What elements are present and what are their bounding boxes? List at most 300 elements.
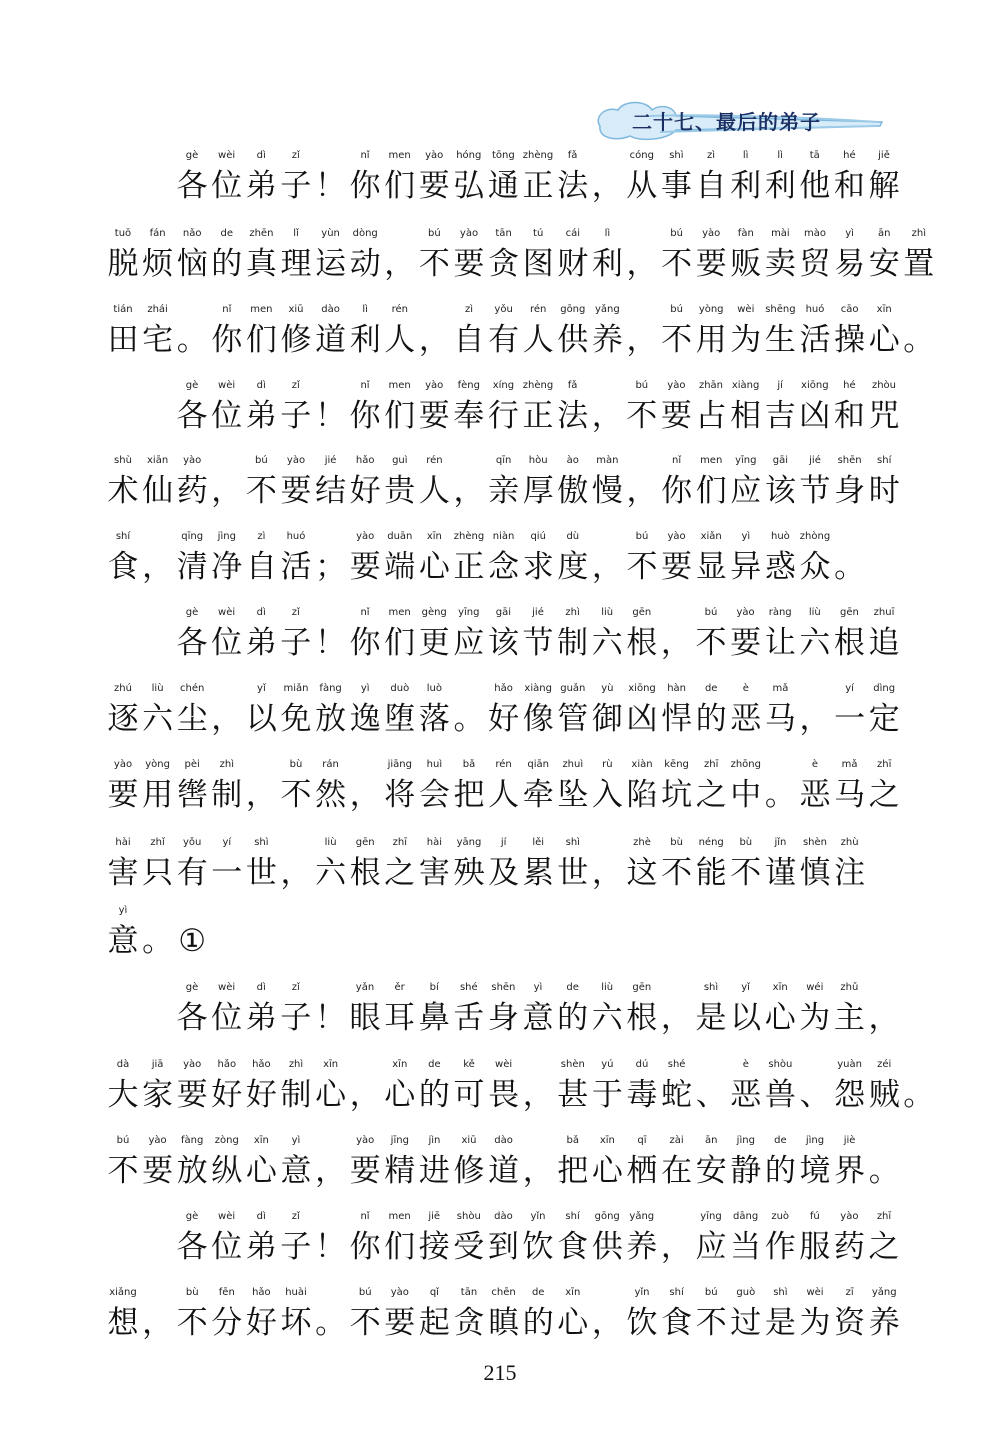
hanzi-char: 。 bbox=[834, 549, 866, 585]
pinyin-annotation: chén bbox=[180, 683, 205, 694]
hanzi-char: 尘 bbox=[176, 701, 208, 737]
hanzi-char: 不 bbox=[661, 855, 693, 891]
pinyin-annotation: hǎo bbox=[355, 455, 375, 466]
hanzi-char: ， bbox=[349, 777, 381, 813]
hanzi-char: 人 bbox=[418, 473, 450, 509]
hanzi-char: 管 bbox=[557, 701, 589, 737]
pinyin-annotation: zuò bbox=[771, 1211, 790, 1222]
pinyin-annotation: zì bbox=[464, 304, 474, 315]
pinyin-annotation: de bbox=[704, 683, 718, 694]
pinyin-annotation: xīn bbox=[565, 1287, 581, 1298]
hanzi-char: ， bbox=[591, 855, 623, 891]
hanzi-char: 各 bbox=[176, 1229, 208, 1265]
pinyin-annotation: yì bbox=[533, 982, 543, 993]
hanzi-char: 子 bbox=[280, 1000, 312, 1036]
pinyin-annotation: dà bbox=[116, 1059, 130, 1070]
hanzi-char: 不 bbox=[661, 246, 693, 282]
hanzi-char: ， bbox=[626, 246, 658, 282]
pinyin-annotation: mǎ bbox=[772, 683, 789, 694]
hanzi-char: 自 bbox=[695, 168, 727, 204]
pinyin-annotation: yāng bbox=[456, 837, 482, 848]
hanzi-char: 。 bbox=[453, 701, 485, 737]
hanzi-char: 。 bbox=[142, 923, 174, 959]
pinyin-annotation: zhī bbox=[877, 759, 892, 770]
pinyin-annotation: wèi bbox=[806, 1287, 824, 1298]
hanzi-char: ， bbox=[799, 701, 831, 737]
pinyin-annotation: jiāng bbox=[387, 759, 412, 770]
hanzi-char: 修 bbox=[280, 322, 312, 358]
pinyin-annotation: bǎ bbox=[462, 759, 476, 770]
pinyin-annotation: kě bbox=[463, 1059, 475, 1070]
hanzi-char: 用 bbox=[142, 777, 174, 813]
pinyin-annotation: dù bbox=[566, 531, 580, 542]
pinyin-annotation: bú bbox=[670, 228, 683, 239]
hanzi-char: 落 bbox=[418, 701, 450, 737]
hanzi-char: ， bbox=[660, 625, 692, 661]
hanzi-char: 子 bbox=[280, 1229, 312, 1265]
pinyin-annotation: wèi bbox=[495, 1059, 513, 1070]
text-line bbox=[0, 1211, 1000, 1287]
hanzi-char: 六 bbox=[315, 855, 347, 891]
hanzi-char: 为 bbox=[730, 322, 762, 358]
pinyin-annotation: yào bbox=[390, 1287, 409, 1298]
pinyin-annotation: dāng bbox=[733, 1211, 759, 1222]
pinyin-annotation: màn bbox=[596, 455, 619, 466]
pinyin-annotation: bù bbox=[185, 1287, 199, 1298]
hanzi-char: ， bbox=[142, 1305, 174, 1341]
hanzi-char: 要 bbox=[695, 246, 727, 282]
pinyin-annotation: yào bbox=[667, 531, 686, 542]
pinyin-annotation: lì bbox=[362, 304, 368, 315]
pinyin-annotation: yào bbox=[667, 380, 686, 391]
hanzi-char: 根 bbox=[626, 625, 658, 661]
hanzi-char: 是 bbox=[764, 1305, 796, 1341]
hanzi-char: 贼 bbox=[868, 1077, 900, 1113]
hanzi-char: 注 bbox=[834, 855, 866, 891]
pinyin-annotation: xiàn bbox=[631, 759, 653, 770]
hanzi-char: 子 bbox=[280, 168, 312, 204]
pinyin-row bbox=[0, 1211, 1000, 1227]
hanzi-char: 为 bbox=[799, 1000, 831, 1036]
hanzi-char: 不 bbox=[661, 322, 693, 358]
hanzi-char: 脱 bbox=[107, 246, 139, 282]
pinyin-annotation: chēn bbox=[491, 1287, 516, 1298]
pinyin-annotation: huó bbox=[286, 531, 306, 542]
pinyin-annotation: bú bbox=[428, 228, 441, 239]
pinyin-annotation: miǎn bbox=[283, 683, 309, 694]
hanzi-char: 当 bbox=[730, 1229, 762, 1265]
hanzi-char: 坏 bbox=[280, 1305, 312, 1341]
pinyin-annotation: wèi bbox=[218, 982, 236, 993]
hanzi-char: 畏 bbox=[488, 1077, 520, 1113]
pinyin-annotation: nǎo bbox=[182, 228, 202, 239]
pinyin-row bbox=[0, 905, 1000, 921]
hanzi-char: 们 bbox=[695, 473, 727, 509]
pinyin-row bbox=[0, 531, 1000, 547]
hanzi-char: 。 bbox=[315, 1305, 347, 1341]
hanzi-char: 你 bbox=[349, 1229, 381, 1265]
hanzi-char: 要 bbox=[384, 1305, 416, 1341]
pinyin-annotation: bú bbox=[255, 455, 268, 466]
hanzi-char: 逸 bbox=[349, 701, 381, 737]
pinyin-annotation: yǐ bbox=[741, 982, 750, 993]
pinyin-annotation: dào bbox=[494, 1135, 513, 1146]
pinyin-row bbox=[0, 1135, 1000, 1151]
pinyin-row bbox=[0, 759, 1000, 775]
text-line bbox=[0, 455, 1000, 531]
hanzi-char: 心 bbox=[591, 1153, 623, 1189]
hanzi-char: 人 bbox=[384, 322, 416, 358]
pinyin-annotation: gēn bbox=[355, 837, 375, 848]
hanzi-char: 好 bbox=[488, 701, 520, 737]
pinyin-annotation: bǎ bbox=[566, 1135, 580, 1146]
hanzi-char: 鼻 bbox=[418, 1000, 450, 1036]
pinyin-annotation: shé bbox=[459, 982, 478, 993]
pinyin-annotation: xīn bbox=[392, 1059, 408, 1070]
pinyin-annotation: yùn bbox=[321, 228, 340, 239]
pinyin-row bbox=[0, 304, 1000, 320]
hanzi-char: 该 bbox=[764, 473, 796, 509]
pinyin-annotation: gēn bbox=[839, 607, 859, 618]
hanzi-char: 各 bbox=[176, 398, 208, 434]
hanzi-char: 免 bbox=[280, 701, 312, 737]
hanzi-char: 在 bbox=[661, 1153, 693, 1189]
pinyin-annotation: nǐ bbox=[360, 607, 370, 618]
pinyin-annotation: fǎ bbox=[567, 380, 578, 391]
pinyin-row bbox=[0, 1059, 1000, 1075]
pinyin-annotation: zhān bbox=[698, 380, 724, 391]
hanzi-char: 厚 bbox=[522, 473, 554, 509]
hanzi-char: ； bbox=[315, 549, 347, 585]
pinyin-annotation: zǐ bbox=[291, 380, 300, 391]
pinyin-annotation: wèi bbox=[218, 380, 236, 391]
hanzi-row bbox=[0, 1151, 1000, 1191]
pinyin-annotation: fàn bbox=[737, 228, 754, 239]
hanzi-char: 要 bbox=[418, 168, 450, 204]
hanzi-char: 把 bbox=[453, 777, 485, 813]
pinyin-annotation: zhǔ bbox=[840, 982, 859, 993]
hanzi-char: 净 bbox=[211, 549, 243, 585]
hanzi-char: 害 bbox=[107, 855, 139, 891]
pinyin-annotation: yào bbox=[736, 607, 755, 618]
hanzi-row bbox=[0, 1227, 1000, 1267]
hanzi-char: ， bbox=[384, 246, 416, 282]
pinyin-annotation: shēng bbox=[765, 304, 796, 315]
pinyin-annotation: huài bbox=[285, 1287, 307, 1298]
hanzi-char: 的 bbox=[764, 1153, 796, 1189]
pinyin-annotation: zhèng bbox=[453, 531, 485, 542]
hanzi-char: 心 bbox=[384, 1077, 416, 1113]
hanzi-char: 害 bbox=[418, 855, 450, 891]
hanzi-char: 牵 bbox=[522, 777, 554, 813]
hanzi-char: 应 bbox=[453, 625, 485, 661]
hanzi-row bbox=[0, 471, 1000, 511]
hanzi-char: 谨 bbox=[764, 855, 796, 891]
pinyin-annotation: bí bbox=[429, 982, 439, 993]
hanzi-char: 供 bbox=[557, 322, 589, 358]
pinyin-annotation: yào bbox=[356, 1135, 375, 1146]
pinyin-annotation: tú bbox=[533, 228, 544, 239]
pinyin-annotation: yú bbox=[601, 1059, 614, 1070]
pinyin-annotation: xīn bbox=[426, 531, 442, 542]
hanzi-char: 不 bbox=[349, 1305, 381, 1341]
hanzi-char: ， bbox=[315, 1153, 347, 1189]
hanzi-char: 养 bbox=[626, 1229, 658, 1265]
hanzi-char: 们 bbox=[384, 625, 416, 661]
hanzi-char: 作 bbox=[764, 1229, 796, 1265]
pinyin-annotation: xīn bbox=[599, 1135, 615, 1146]
hanzi-char: 和 bbox=[833, 168, 865, 204]
pinyin-annotation: liù bbox=[601, 982, 614, 993]
hanzi-char: 贸 bbox=[799, 246, 831, 282]
pinyin-annotation: de bbox=[531, 1287, 545, 1298]
pinyin-annotation: shí bbox=[669, 1287, 684, 1298]
pinyin-annotation: zhuì bbox=[562, 759, 584, 770]
hanzi-char: 贵 bbox=[384, 473, 416, 509]
pinyin-annotation: jí bbox=[777, 380, 783, 391]
hanzi-char: 卖 bbox=[764, 246, 796, 282]
hanzi-char: 利 bbox=[349, 322, 381, 358]
text-line bbox=[0, 1059, 1000, 1135]
pinyin-annotation: hài bbox=[115, 837, 131, 848]
pinyin-annotation: jiè bbox=[843, 1135, 856, 1146]
pinyin-annotation: lǐ bbox=[293, 228, 299, 239]
hanzi-char: 自 bbox=[245, 549, 277, 585]
pinyin-annotation: hòu bbox=[528, 455, 548, 466]
hanzi-char: ， bbox=[211, 473, 243, 509]
hanzi-char: 服 bbox=[799, 1229, 831, 1265]
pinyin-annotation: jīng bbox=[390, 1135, 409, 1146]
hanzi-char: 理 bbox=[280, 246, 312, 282]
hanzi-char: 逐 bbox=[107, 701, 139, 737]
hanzi-char: 辔 bbox=[176, 777, 208, 813]
hanzi-char: 药 bbox=[833, 1229, 865, 1265]
hanzi-char: 累 bbox=[522, 855, 554, 891]
hanzi-char: 家 bbox=[142, 1077, 174, 1113]
hanzi-char: 精 bbox=[384, 1153, 416, 1189]
hanzi-char: 们 bbox=[384, 1229, 416, 1265]
pinyin-row bbox=[0, 982, 1000, 998]
hanzi-char: 要 bbox=[107, 777, 139, 813]
hanzi-char: 端 bbox=[384, 549, 416, 585]
hanzi-char: 凶 bbox=[626, 701, 658, 737]
hanzi-char: 身 bbox=[834, 473, 866, 509]
hanzi-char: 贪 bbox=[488, 246, 520, 282]
hanzi-char: 入 bbox=[591, 777, 623, 813]
pinyin-annotation: dào bbox=[321, 304, 340, 315]
pinyin-annotation: hǎo bbox=[252, 1059, 271, 1070]
hanzi-char: 他 bbox=[799, 168, 831, 204]
hanzi-char: 起 bbox=[418, 1305, 450, 1341]
pinyin-annotation: hài bbox=[426, 837, 443, 848]
pinyin-annotation: zhù bbox=[840, 837, 859, 848]
pinyin-annotation: bú bbox=[670, 304, 683, 315]
hanzi-char: 恶 bbox=[799, 777, 831, 813]
pinyin-annotation: nǐ bbox=[222, 304, 232, 315]
hanzi-char: ， bbox=[626, 322, 658, 358]
hanzi-char: 不 bbox=[626, 549, 658, 585]
hanzi-char: 到 bbox=[487, 1229, 519, 1265]
pinyin-annotation: dòng bbox=[352, 228, 378, 239]
text-line bbox=[0, 982, 1000, 1058]
pinyin-annotation: tián bbox=[113, 304, 133, 315]
pinyin-annotation: zhuī bbox=[873, 607, 895, 618]
hanzi-row bbox=[0, 853, 1000, 893]
hanzi-char: ， bbox=[660, 1229, 692, 1265]
pinyin-annotation: xiǎng bbox=[109, 1287, 137, 1298]
hanzi-char: 安 bbox=[695, 1153, 727, 1189]
hanzi-char: 利 bbox=[764, 168, 796, 204]
pinyin-annotation: ào bbox=[566, 455, 579, 466]
hanzi-char: 位 bbox=[211, 1000, 243, 1036]
hanzi-char: 你 bbox=[349, 398, 381, 434]
pinyin-annotation: gè bbox=[185, 607, 199, 618]
pinyin-annotation: nǐ bbox=[360, 380, 370, 391]
text-line bbox=[0, 304, 1000, 380]
hanzi-char: 凶 bbox=[799, 398, 831, 434]
pinyin-annotation: yòng bbox=[145, 759, 170, 770]
hanzi-row bbox=[0, 921, 1000, 961]
hanzi-char: 仙 bbox=[142, 473, 174, 509]
pinyin-annotation: yǎn bbox=[355, 982, 375, 993]
hanzi-char: 以 bbox=[245, 701, 277, 737]
hanzi-char: 要 bbox=[176, 1077, 208, 1113]
hanzi-char: 。 bbox=[176, 322, 208, 358]
hanzi-char: 养 bbox=[591, 322, 623, 358]
pinyin-annotation: ān bbox=[877, 228, 891, 239]
hanzi-char: 动 bbox=[349, 246, 381, 282]
hanzi-char: 意 bbox=[280, 1153, 312, 1189]
pinyin-annotation: shēn bbox=[491, 982, 516, 993]
hanzi-char: 弟 bbox=[245, 1229, 277, 1265]
hanzi-char: 分 bbox=[211, 1305, 243, 1341]
pinyin-annotation: zhì bbox=[288, 1059, 304, 1070]
pinyin-annotation: fèng bbox=[457, 380, 480, 391]
pinyin-annotation: men bbox=[250, 304, 273, 315]
hanzi-char: 易 bbox=[834, 246, 866, 282]
hanzi-char: ， bbox=[591, 1305, 623, 1341]
pinyin-annotation: yì bbox=[360, 683, 370, 694]
hanzi-char: 堕 bbox=[384, 701, 416, 737]
pinyin-annotation: jìng bbox=[217, 531, 236, 542]
hanzi-char: 真 bbox=[245, 246, 277, 282]
pinyin-annotation: qī bbox=[637, 1135, 647, 1146]
pinyin-annotation: hé bbox=[843, 150, 856, 161]
pinyin-annotation: shèn bbox=[560, 1059, 585, 1070]
pinyin-annotation: huò bbox=[770, 531, 790, 542]
pinyin-annotation: yì bbox=[291, 1135, 301, 1146]
pinyin-annotation: xiū bbox=[461, 1135, 477, 1146]
pinyin-annotation: dú bbox=[635, 1059, 649, 1070]
pinyin-annotation: rén bbox=[426, 455, 443, 466]
pinyin-annotation: fàng bbox=[319, 683, 342, 694]
hanzi-char: 的 bbox=[557, 1000, 589, 1036]
hanzi-char: 弟 bbox=[245, 398, 277, 434]
hanzi-char: 正 bbox=[522, 398, 554, 434]
pinyin-annotation: dào bbox=[494, 1211, 513, 1222]
hanzi-char: 各 bbox=[176, 625, 208, 661]
pinyin-row bbox=[0, 228, 1000, 244]
hanzi-char: 位 bbox=[211, 168, 243, 204]
pinyin-annotation: fàng bbox=[181, 1135, 204, 1146]
hanzi-char: 生 bbox=[764, 322, 796, 358]
pinyin-annotation: dì bbox=[256, 607, 266, 618]
pinyin-annotation: rù bbox=[602, 759, 613, 770]
hanzi-char: 受 bbox=[453, 1229, 485, 1265]
pinyin-annotation: yì bbox=[741, 531, 751, 542]
hanzi-row bbox=[0, 699, 1000, 739]
hanzi-char: 食 bbox=[661, 1305, 693, 1341]
hanzi-char: 、 bbox=[695, 1077, 727, 1113]
hanzi-char: 。 bbox=[903, 1077, 935, 1113]
pinyin-annotation: guò bbox=[736, 1287, 756, 1298]
pinyin-annotation: wèi bbox=[218, 607, 236, 618]
pinyin-row bbox=[0, 837, 1000, 853]
text-line bbox=[0, 759, 1000, 835]
hanzi-char: 六 bbox=[591, 625, 623, 661]
hanzi-char: 资 bbox=[834, 1305, 866, 1341]
pinyin-annotation: shé bbox=[667, 1059, 686, 1070]
pinyin-annotation: hǎo bbox=[494, 683, 513, 694]
pinyin-annotation: yǒu bbox=[494, 304, 513, 315]
hanzi-char: 节 bbox=[799, 473, 831, 509]
hanzi-char: 世 bbox=[245, 855, 277, 891]
pinyin-row bbox=[0, 150, 1000, 166]
pinyin-annotation: yīng bbox=[458, 607, 480, 618]
pinyin-annotation: mài bbox=[771, 228, 790, 239]
pinyin-annotation: rán bbox=[322, 759, 339, 770]
hanzi-char: 位 bbox=[211, 1229, 243, 1265]
pinyin-annotation: duān bbox=[387, 531, 413, 542]
text-line bbox=[0, 905, 1000, 981]
pinyin-annotation: liù bbox=[151, 683, 164, 694]
pinyin-annotation: tān bbox=[495, 228, 512, 239]
hanzi-char: 念 bbox=[488, 549, 520, 585]
pinyin-annotation: de bbox=[566, 982, 579, 993]
pinyin-annotation: yǒu bbox=[183, 837, 202, 848]
chapter-title: 二十七、最后的弟子 bbox=[632, 110, 821, 134]
hanzi-char: 子 bbox=[280, 625, 312, 661]
hanzi-char: 人 bbox=[488, 777, 520, 813]
pinyin-annotation: shòu bbox=[768, 1059, 793, 1070]
hanzi-char: 弟 bbox=[245, 625, 277, 661]
hanzi-char: 应 bbox=[730, 473, 762, 509]
hanzi-char: 运 bbox=[315, 246, 347, 282]
pinyin-annotation: yào bbox=[425, 380, 444, 391]
hanzi-char: 弘 bbox=[453, 168, 485, 204]
hanzi-char: 能 bbox=[695, 855, 727, 891]
pinyin-annotation: yǐ bbox=[257, 683, 266, 694]
pinyin-annotation: jié bbox=[809, 455, 821, 466]
hanzi-char: 放 bbox=[176, 1153, 208, 1189]
hanzi-char: 世 bbox=[557, 855, 589, 891]
hanzi-char: 像 bbox=[522, 701, 554, 737]
pinyin-annotation: men bbox=[388, 607, 411, 618]
hanzi-char: 根 bbox=[833, 625, 865, 661]
hanzi-char: 一 bbox=[834, 701, 866, 737]
pinyin-row bbox=[0, 607, 1000, 623]
hanzi-char: 接 bbox=[418, 1229, 450, 1265]
hanzi-char: ， bbox=[349, 1077, 381, 1113]
pinyin-annotation: nǐ bbox=[360, 150, 370, 161]
hanzi-char: 的 bbox=[418, 1077, 450, 1113]
pinyin-annotation: gāi bbox=[772, 455, 789, 466]
hanzi-char: 弟 bbox=[245, 168, 277, 204]
pinyin-annotation: zhī bbox=[876, 1211, 892, 1222]
hanzi-char: 占 bbox=[695, 398, 727, 434]
hanzi-char: ！ bbox=[314, 1000, 346, 1036]
pinyin-annotation: zhái bbox=[147, 304, 168, 315]
